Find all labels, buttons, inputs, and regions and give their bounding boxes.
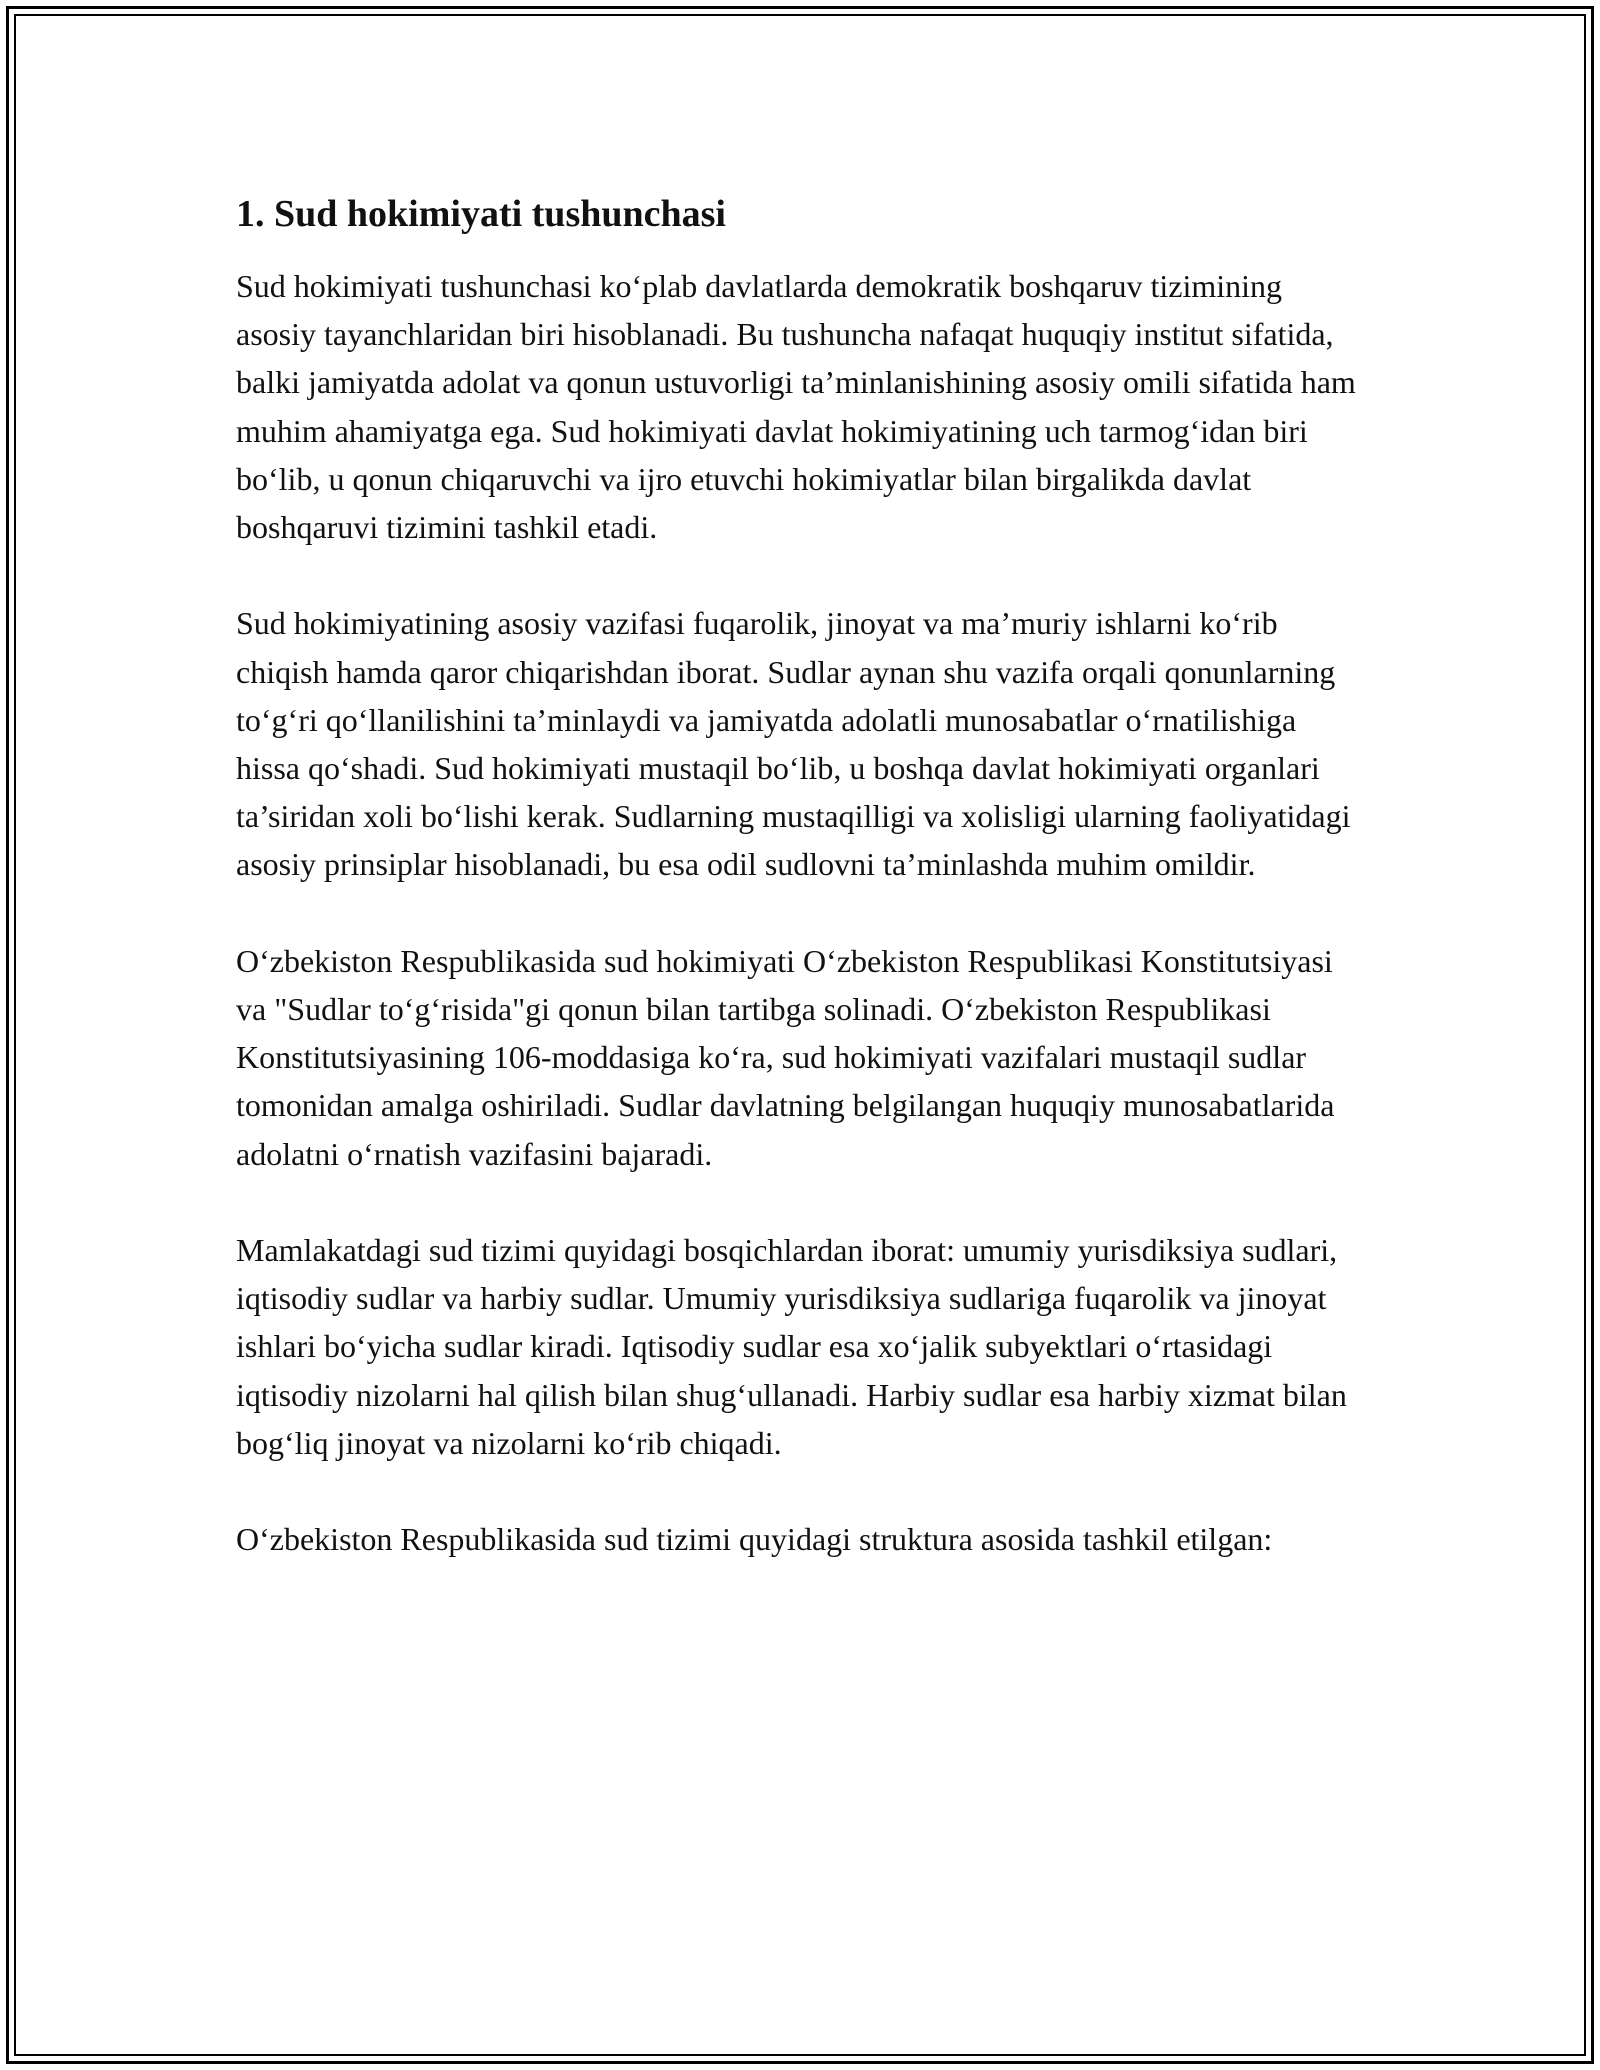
section-heading: 1. Sud hokimiyati tushunchasi [236,193,726,235]
paragraph-5: O‘zbekiston Respublikasida sud tizimi quyidagi struktura asosida tashkil etilgan: [236,1521,1273,1558]
document-body [236,188,1366,1612]
paragraph-2: Sud hokimiyatining asosiy vazifasi fuqarolik, jinoyat va ma’muriy ishlarni ko‘rib chiqish hamda qaror chiqarishdan iborat. Sudlar aynan shu vazifa orqali qonunlarning to‘g‘ri qo‘llanilishini ta’minlaydi va jamiyatda adolatli munosabatlar o‘rnatilishiga hissa qo‘shadi. Sud hokimiyati mustaqil bo‘lib, u boshqa davlat hokimiyati organlari ta’siridan xoli bo‘lishi kerak. Sudlarning mustaqilligi va xolisligi ularning faoliyatidagi asosiy prinsiplar hisoblanadi, bu esa odil sudlovni ta’minlashda muhim omildir. [236,605,1351,883]
paragraph-1: Sud hokimiyati tushunchasi ko‘plab davlatlarda demokratik boshqaruv tizimining asosiy tayanchlaridan biri hisoblanadi. Bu tushuncha nafaqat huquqiy institut sifatida, balki jamiyatda adolat va qonun ustuvorligi ta’minlanishining asosiy omili sifatida ham muhim ahamiyatga ega. Sud hokimiyati davlat hokimiyatining uch tarmog‘idan biri bo‘lib, u qonun chiqaruvchi va ijro etuvchi hokimiyatlar bilan birgalikda davlat boshqaruvi tizimini tashkil etadi. [236,268,1356,546]
paragraph-3: O‘zbekiston Respublikasida sud hokimiyati O‘zbekiston Respublikasi Konstitutsiyasi va "Sudlar to‘g‘risida"gi qonun bilan tartibga solinadi. O‘zbekiston Respublikasi Konstitutsiyasining 106-moddasiga ko‘ra, sud hokimiyati vazifalari mustaqil sudlar tomonidan amalga oshiriladi. Sudlar davlatning belgilangan huquqiy munosabatlarida adolatni o‘rnatish vazifasini bajaradi. [236,942,1335,1172]
paragraph-4: Mamlakatdagi sud tizimi quyidagi bosqichlardan iborat: umumiy yurisdiksiya sudlari, iqtisodiy sudlar va harbiy sudlar. Umumiy yurisdiksiya sudlariga fuqarolik va jinoyat ishlari bo‘yicha sudlar kiradi. Iqtisodiy sudlar esa xo‘jalik subyektlari o‘rtasidagi iqtisodiy nizolarni hal qilish bilan shug‘ullanadi. Harbiy sudlar esa harbiy xizmat bilan bog‘liq jinoyat va nizolarni ko‘rib chiqadi. [236,1232,1347,1461]
